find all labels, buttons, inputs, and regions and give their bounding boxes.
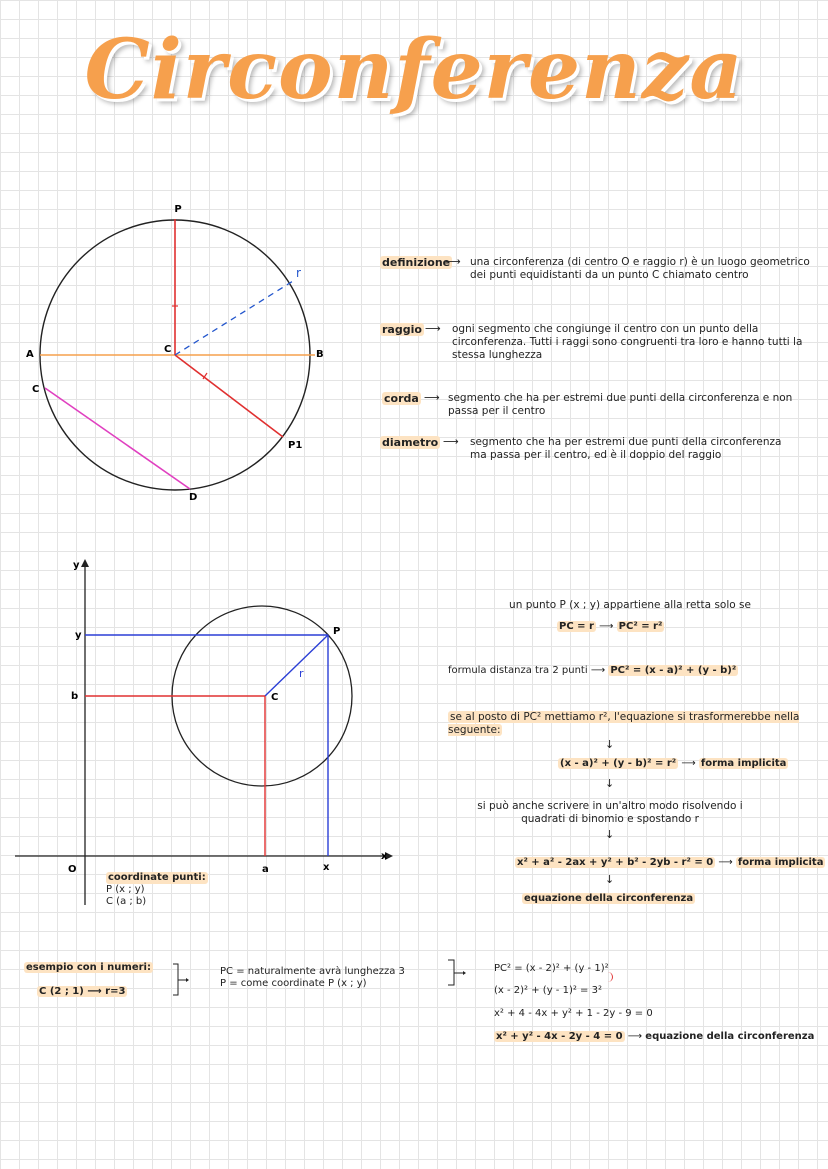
example-eq4-b: equazione della circonferenza [645, 1031, 815, 1042]
deriv-line8 [522, 892, 695, 905]
deriv-line7 [515, 856, 825, 869]
coord-c: C (a ; b) [106, 896, 147, 907]
deriv-line7-a: x² + a² - 2ax + y² + b² - 2yb - r² = 0 [517, 857, 714, 868]
axis-label-x: x [381, 851, 388, 862]
example-title-text: esempio con i numeri: [26, 962, 151, 973]
radius-cp1 [175, 355, 283, 437]
label-a: A [26, 349, 34, 360]
label-b: B [316, 349, 324, 360]
example-eq2: (x - 2)² + (y - 1)² = 3² [494, 985, 602, 996]
label-r: r [299, 667, 304, 680]
label-c: C [271, 692, 279, 703]
deriv-line5-arrow: ⟶ [681, 758, 696, 769]
deriv-line5 [558, 757, 788, 770]
text-diametro: segmento che ha per estremi due punti della circonferenza ma passa per il centro, ed è il doppio del raggio [470, 436, 782, 461]
bracket-1 [170, 962, 190, 998]
deriv-line2-b: PC² = r² [618, 621, 663, 632]
label-p: P [333, 626, 341, 637]
coord-p: P (x ; y) [106, 884, 145, 895]
label-p: P [174, 204, 182, 215]
label-b: b [71, 691, 79, 702]
text-definizione: una circonferenza (di centro O e raggio r) è un luogo geometrico dei punti equidistanti da un punto C chiamato centro [470, 256, 810, 281]
deriv-line2-a: PC = r [559, 621, 594, 632]
example-eq1: PC² = (x - 2)² + (y - 1)² [494, 963, 609, 974]
label-o: O [68, 864, 77, 875]
page-title: Circonferenza [84, 22, 744, 118]
deriv-line2-arrow: ⟶ [599, 621, 614, 632]
arrow-definizione: ⟶ [445, 255, 461, 268]
label-y: y [75, 630, 82, 641]
term-definizione: definizione [382, 256, 451, 269]
text-corda: segmento che ha per estremi due punti della circonferenza e non passa per il centro [448, 392, 793, 417]
term-corda: corda [384, 392, 419, 405]
arrow-diametro: ⟶ [443, 435, 459, 448]
text-raggio: ogni segmento che congiunge il centro con un punto della circonferenza. Tutti i raggi sono congruenti tra loro e hanno tutti la stessa lunghezza [452, 323, 803, 361]
red-mark [606, 972, 613, 982]
deriv-line3-a: formula distanza tra 2 punti [448, 665, 588, 676]
label-x: x [323, 862, 330, 873]
arrow-corda: ⟶ [424, 391, 440, 404]
label-p1: P1 [288, 440, 303, 451]
example-mid [220, 966, 405, 990]
coord-legend [106, 872, 208, 908]
axis-label-y: y [73, 560, 80, 571]
down-arrow-2: ↓ [605, 777, 615, 790]
deriv-line4 [448, 711, 818, 737]
circle-diagram [0, 195, 360, 515]
radius-r-dashed [175, 281, 293, 355]
deriv-line5-b: forma implicita [700, 758, 787, 769]
bracket-2 [446, 958, 468, 988]
y-axis-arrow [81, 559, 89, 567]
deriv-line4-text: se al posto di PC² mettiamo r², l'equazione si trasformerebbe nella seguente: [448, 711, 800, 736]
example-mid1: PC = naturalmente avrà lunghezza 3 [220, 966, 405, 977]
term-diametro: diametro [382, 436, 439, 449]
example-mid2: P = come coordinate P (x ; y) [220, 978, 367, 989]
example-eq4-arrow: ⟶ [627, 1031, 643, 1042]
label-r: r [296, 266, 301, 280]
label-a: a [262, 864, 269, 875]
cartesian-diagram [0, 555, 400, 915]
example-given [37, 986, 127, 998]
example-title [24, 962, 153, 974]
deriv-line2 [557, 620, 664, 633]
down-arrow-4: ↓ [605, 873, 615, 886]
deriv-line6: si può anche scrivere in un'altro modo risolvendo i quadrati di binomio e spostando r [477, 800, 743, 825]
radius-cp [265, 635, 328, 696]
down-arrow-1: ↓ [605, 738, 615, 751]
example-given-text: C (2 ; 1) ⟶ r=3 [39, 986, 126, 997]
deriv-line5-a: (x - a)² + (y - b)² = r² [560, 758, 677, 769]
deriv-line7-b: forma implicita [737, 857, 824, 868]
deriv-line3-arrow: ⟶ [590, 665, 606, 676]
deriv-line1: un punto P (x ; y) appartiene alla retta solo se [509, 599, 751, 611]
arrow-raggio: ⟶ [425, 322, 441, 335]
deriv-line8-text: equazione della circonferenza [524, 893, 694, 904]
deriv-line7-arrow: ⟶ [718, 857, 733, 868]
deriv-line3 [448, 664, 738, 677]
down-arrow-3: ↓ [605, 828, 615, 841]
term-raggio: raggio [382, 323, 422, 336]
coord-title: coordinate punti: [108, 872, 206, 883]
example-eq4 [494, 1030, 814, 1043]
label-d: D [189, 492, 198, 503]
deriv-line3-b: PC² = (x - a)² + (y - b)² [610, 665, 737, 676]
chord-cd [45, 388, 190, 489]
label-c-point: C [32, 384, 40, 395]
example-eq4-a: x² + y² - 4x - 2y - 4 = 0 [496, 1031, 623, 1042]
label-c-center: C [164, 344, 172, 355]
example-eq3: x² + 4 - 4x + y² + 1 - 2y - 9 = 0 [494, 1008, 653, 1019]
